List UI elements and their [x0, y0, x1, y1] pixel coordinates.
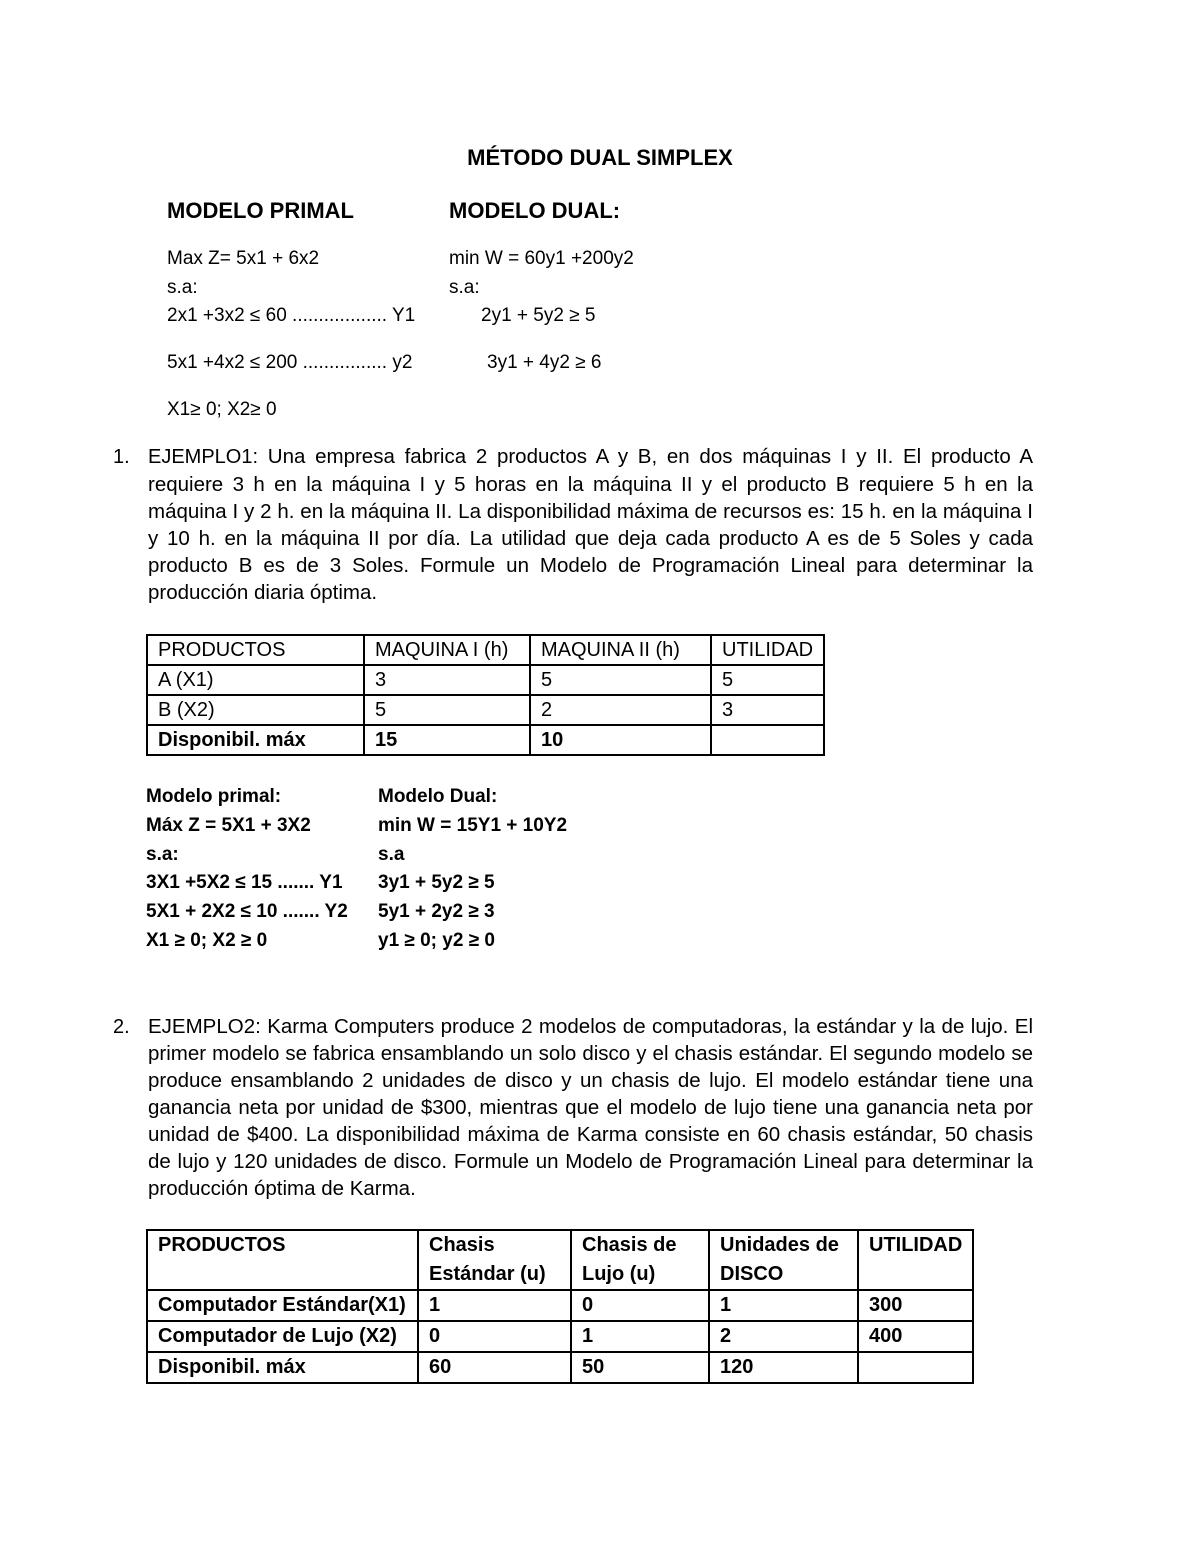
table-cell: 1 [709, 1290, 858, 1321]
table-cell: 2 [530, 695, 711, 725]
table-header: UTILIDAD [711, 635, 824, 665]
example1-dual-line: s.a [378, 844, 405, 865]
primal-subject-to: s.a: [167, 277, 198, 298]
example1-text: Una empresa fabrica 2 productos A y B, en dos máquinas I y II. El producto A requiere 3 h en la máquina I y 5 horas en la máquina II y el producto B requiere 5 h en la máquina I y 2 h. en la máquina II. La disponibilidad máxima de recursos es: 15 h. en la máquina I y 10 h. en la máquina II por día. La utilidad que deja cada producto A es de 5 Soles y cada producto B es de 3 Soles. Formule un Modelo de Programación Lineal para determinar la producción diaria óptima. [148, 445, 1033, 604]
table-cell: 400 [858, 1321, 973, 1352]
example1-number: 1. [113, 446, 130, 468]
example1-dual-header: Modelo Dual: [378, 786, 498, 807]
table-cell: 15 [364, 725, 530, 755]
example1-dual-line: min W = 15Y1 + 10Y2 [378, 815, 568, 836]
example1-primal-line: 5X1 + 2X2 ≤ 10 ....... Y2 [146, 901, 348, 922]
example1-dual-line: y1 ≥ 0; y2 ≥ 0 [378, 930, 495, 951]
example1-lead: EJEMPLO1: [148, 446, 259, 468]
table-cell: A (X1) [147, 665, 364, 695]
example2-lead: EJEMPLO2: [148, 1015, 261, 1038]
example1-table [146, 634, 825, 756]
example1-dual-line: 3y1 + 5y2 ≥ 5 [378, 872, 495, 893]
table-cell: Disponibil. máx [147, 725, 364, 755]
table-row [147, 1352, 973, 1383]
table-row [147, 1290, 973, 1321]
example1-primal-line: Máx Z = 5X1 + 3X2 [146, 815, 311, 836]
table-cell: 1 [418, 1290, 571, 1321]
table-cell: 2 [709, 1321, 858, 1352]
table-cell: 5 [711, 665, 824, 695]
table-header: UTILIDAD [858, 1230, 973, 1290]
table-cell: 5 [530, 665, 711, 695]
table-cell [711, 725, 824, 755]
example1-primal-header: Modelo primal: [146, 786, 282, 807]
primal-nonnegativity: X1≥ 0; X2≥ 0 [167, 399, 277, 420]
example2-text: Karma Computers produce 2 modelos de computadoras, la estándar y la de lujo. El primer modelo se fabrica ensamblando un solo disco y el chasis estándar. El segundo modelo se produce ensamblando 2 unidades de disco y un chasis de lujo. El modelo estándar tiene una ganancia neta por unidad de $300, mientras que el modelo de lujo tiene una ganancia neta por unidad de $400. La disponibilidad máxima de Karma consiste en 60 chasis estándar, 50 chasis de lujo y 120 unidades de disco. Formule un Modelo de Programación Lineal para determinar la producción óptima de Karma. [148, 1015, 1033, 1200]
example1-primal-line: s.a: [146, 844, 179, 865]
dual-subject-to: s.a: [449, 277, 480, 298]
table-cell: B (X2) [147, 695, 364, 725]
dual-constraint-1: 2y1 + 5y2 ≥ 5 [481, 305, 596, 326]
table-row [147, 725, 824, 755]
table-header: MAQUINA I (h) [364, 635, 530, 665]
table-cell [858, 1352, 973, 1383]
dual-objective: min W = 60y1 +200y2 [449, 248, 634, 269]
example2-paragraph [148, 1013, 1033, 1202]
dual-model-header: MODELO DUAL: [449, 198, 621, 223]
table-cell: 3 [364, 665, 530, 695]
example1-primal-line: X1 ≥ 0; X2 ≥ 0 [146, 930, 268, 951]
table-cell: 1 [571, 1321, 709, 1352]
table-cell: Computador Estándar(X1) [147, 1290, 418, 1321]
table-cell: 0 [571, 1290, 709, 1321]
table-cell: 0 [418, 1321, 571, 1352]
example2-table [146, 1229, 974, 1384]
table-header: PRODUCTOS [147, 1230, 418, 1290]
example1-primal-line: 3X1 +5X2 ≤ 15 ....... Y1 [146, 872, 343, 893]
table-header: MAQUINA II (h) [530, 635, 711, 665]
table-row [147, 665, 824, 695]
table-cell: 50 [571, 1352, 709, 1383]
table-header: Chasis Estándar (u) [418, 1230, 571, 1290]
table-cell: 5 [364, 695, 530, 725]
example1-paragraph [148, 443, 1033, 606]
table-row [147, 695, 824, 725]
primal-objective: Max Z= 5x1 + 6x2 [167, 248, 320, 269]
dual-constraint-2: 3y1 + 4y2 ≥ 6 [487, 352, 602, 373]
table-cell: Disponibil. máx [147, 1352, 418, 1383]
example2-number: 2. [113, 1016, 130, 1038]
table-cell: 60 [418, 1352, 571, 1383]
table-header-row [147, 1230, 973, 1290]
table-cell: 10 [530, 725, 711, 755]
example1-dual-line: 5y1 + 2y2 ≥ 3 [378, 901, 495, 922]
primal-constraint-2: 5x1 +4x2 ≤ 200 ................ y2 [167, 352, 413, 373]
table-header: Chasis de Lujo (u) [571, 1230, 709, 1290]
table-cell: 3 [711, 695, 824, 725]
table-cell: Computador de Lujo (X2) [147, 1321, 418, 1352]
page-title: MÉTODO DUAL SIMPLEX [467, 145, 733, 170]
primal-model-header: MODELO PRIMAL [167, 198, 354, 223]
table-header: PRODUCTOS [147, 635, 364, 665]
table-row [147, 1321, 973, 1352]
table-cell: 300 [858, 1290, 973, 1321]
table-header: Unidades de DISCO [709, 1230, 858, 1290]
table-cell: 120 [709, 1352, 858, 1383]
table-header-row [147, 635, 824, 665]
primal-constraint-1: 2x1 +3x2 ≤ 60 .................. Y1 [167, 305, 416, 326]
